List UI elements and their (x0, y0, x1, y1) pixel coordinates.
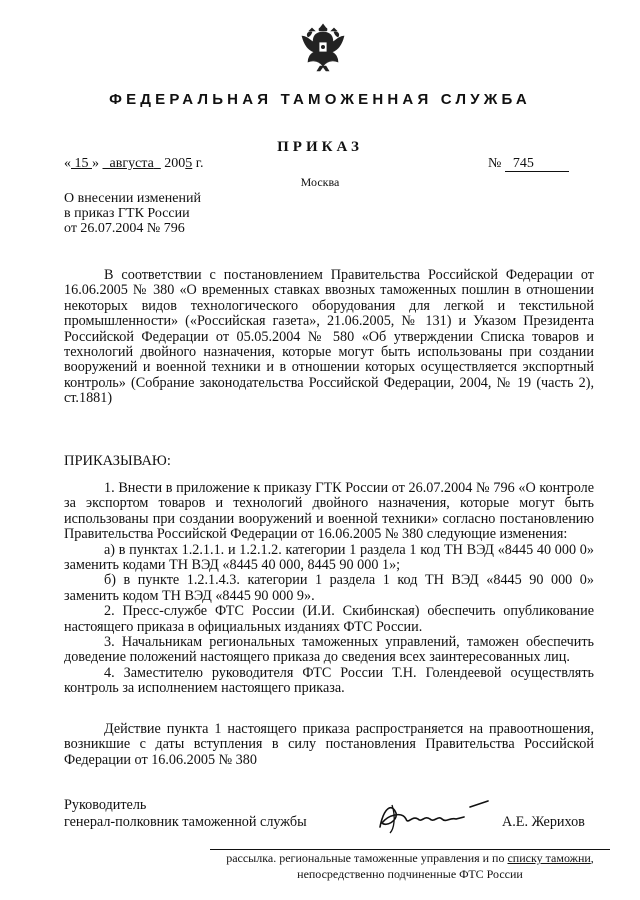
subject-line: в приказ ГТК России (64, 206, 190, 221)
date-day: 15 (74, 156, 89, 171)
item-4: 4. Заместителю руководителя ФТС России Т.Н. Голендеевой осуществлять контроль за исполнением настоящего приказа. (64, 664, 594, 697)
distribution-list (200, 850, 620, 882)
number-sign: № (488, 156, 502, 171)
signatory-position (64, 797, 307, 831)
signer-name: А.Е. Жерихов (502, 814, 585, 830)
item-3: 3. Начальникам региональных таможенных управлений, таможен обеспечить доведение положений настоящего приказа до сведения всех заинтересованных лиц. (64, 634, 594, 666)
agency-name: ФЕДЕРАЛЬНАЯ ТАМОЖЕННАЯ СЛУЖБА (109, 91, 531, 108)
date-open-quote: « (64, 156, 71, 171)
effect-paragraph: Действие пункта 1 настоящего приказа распространяется на правоотношения, возникшие с даты вступления в силу постановления Правительства Российской Федерации от 16.06.2005 № 380 (64, 721, 594, 768)
double-headed-eagle-emblem (300, 20, 346, 72)
number-value: 745 (505, 156, 569, 172)
order-items (64, 481, 594, 697)
distribution-line: непосредственно подчиненные ФТС России (297, 867, 523, 881)
distribution-link: списку таможни (507, 851, 591, 865)
document-type: ПРИКАЗ (277, 139, 363, 155)
date-year-prefix: 200 (164, 156, 186, 171)
preamble-paragraph: В соответствии с постановлением Правительства Российской Федерации от 16.06.2005 № 380 «О временных ставках ввозных таможенных пошлин в отношении некоторых видов технологического оборудования для легкой и текстильной промышленности» («Российская газета», 21.06.2005, № 131) и Указом Президента Российской Федерации от 05.05.2004 № 580 «Об утверждении Списка товаров и технологий двойного назначения, которые могут быть использованы при создании вооружений и военной техники и в отношении которых осуществляется экспортный контроль» (Собрание законодательства Российской Федерации, 2004, № 19 (часть 2), ст.1881) (64, 267, 594, 407)
item-1: 1. Внести в приложение к приказу ГТК России от 26.07.2004 № 796 «О контроле за экспортом товаров и технологий двойного назначения, которые могут быть использованы при создании вооружений и военной техники» согласно постановлению Правительства Российской Федерации от 16.06.2005 № 380 следующие изменения: (64, 480, 594, 543)
item-1a: а) в пунктах 1.2.1.1. и 1.2.1.2. категории 1 раздела 1 код ТН ВЭД «8445 40 000 0» заменить кодами ТН ВЭД «8445 40 000, 8445 90 000 1»; (64, 541, 594, 574)
position-line: генерал-полковник таможенной службы (64, 814, 307, 830)
position-line: Руководитель (64, 797, 147, 813)
distribution-line: рассылка. региональные таможенные управления и по списку таможни, (226, 851, 594, 865)
subject-line: О внесении изменений (64, 191, 201, 206)
subject-line: от 26.07.2004 № 796 (64, 221, 185, 236)
order-number (488, 156, 569, 172)
date-close-quote: » (92, 156, 99, 171)
handwritten-signature (372, 797, 492, 837)
date-month: августа (109, 156, 154, 171)
item-2: 2. Пресс-службе ФТС России (И.И. Скибинская) обеспечить опубликование настоящего приказа в официальных изданиях ФТС России. (64, 603, 594, 635)
item-1b: б) в пункте 1.2.1.4.3. категории 1 раздела 1 код ТН ВЭД «8445 90 000 0» заменить кодом ТН ВЭД «8445 90 000 9». (64, 572, 594, 604)
date-year-digit: 5 (185, 156, 193, 171)
city: Москва (300, 175, 340, 189)
order-subject (64, 191, 201, 236)
order-directive-word: ПРИКАЗЫВАЮ: (64, 453, 171, 469)
date-year-suffix: г. (192, 156, 204, 171)
order-date (64, 156, 203, 172)
